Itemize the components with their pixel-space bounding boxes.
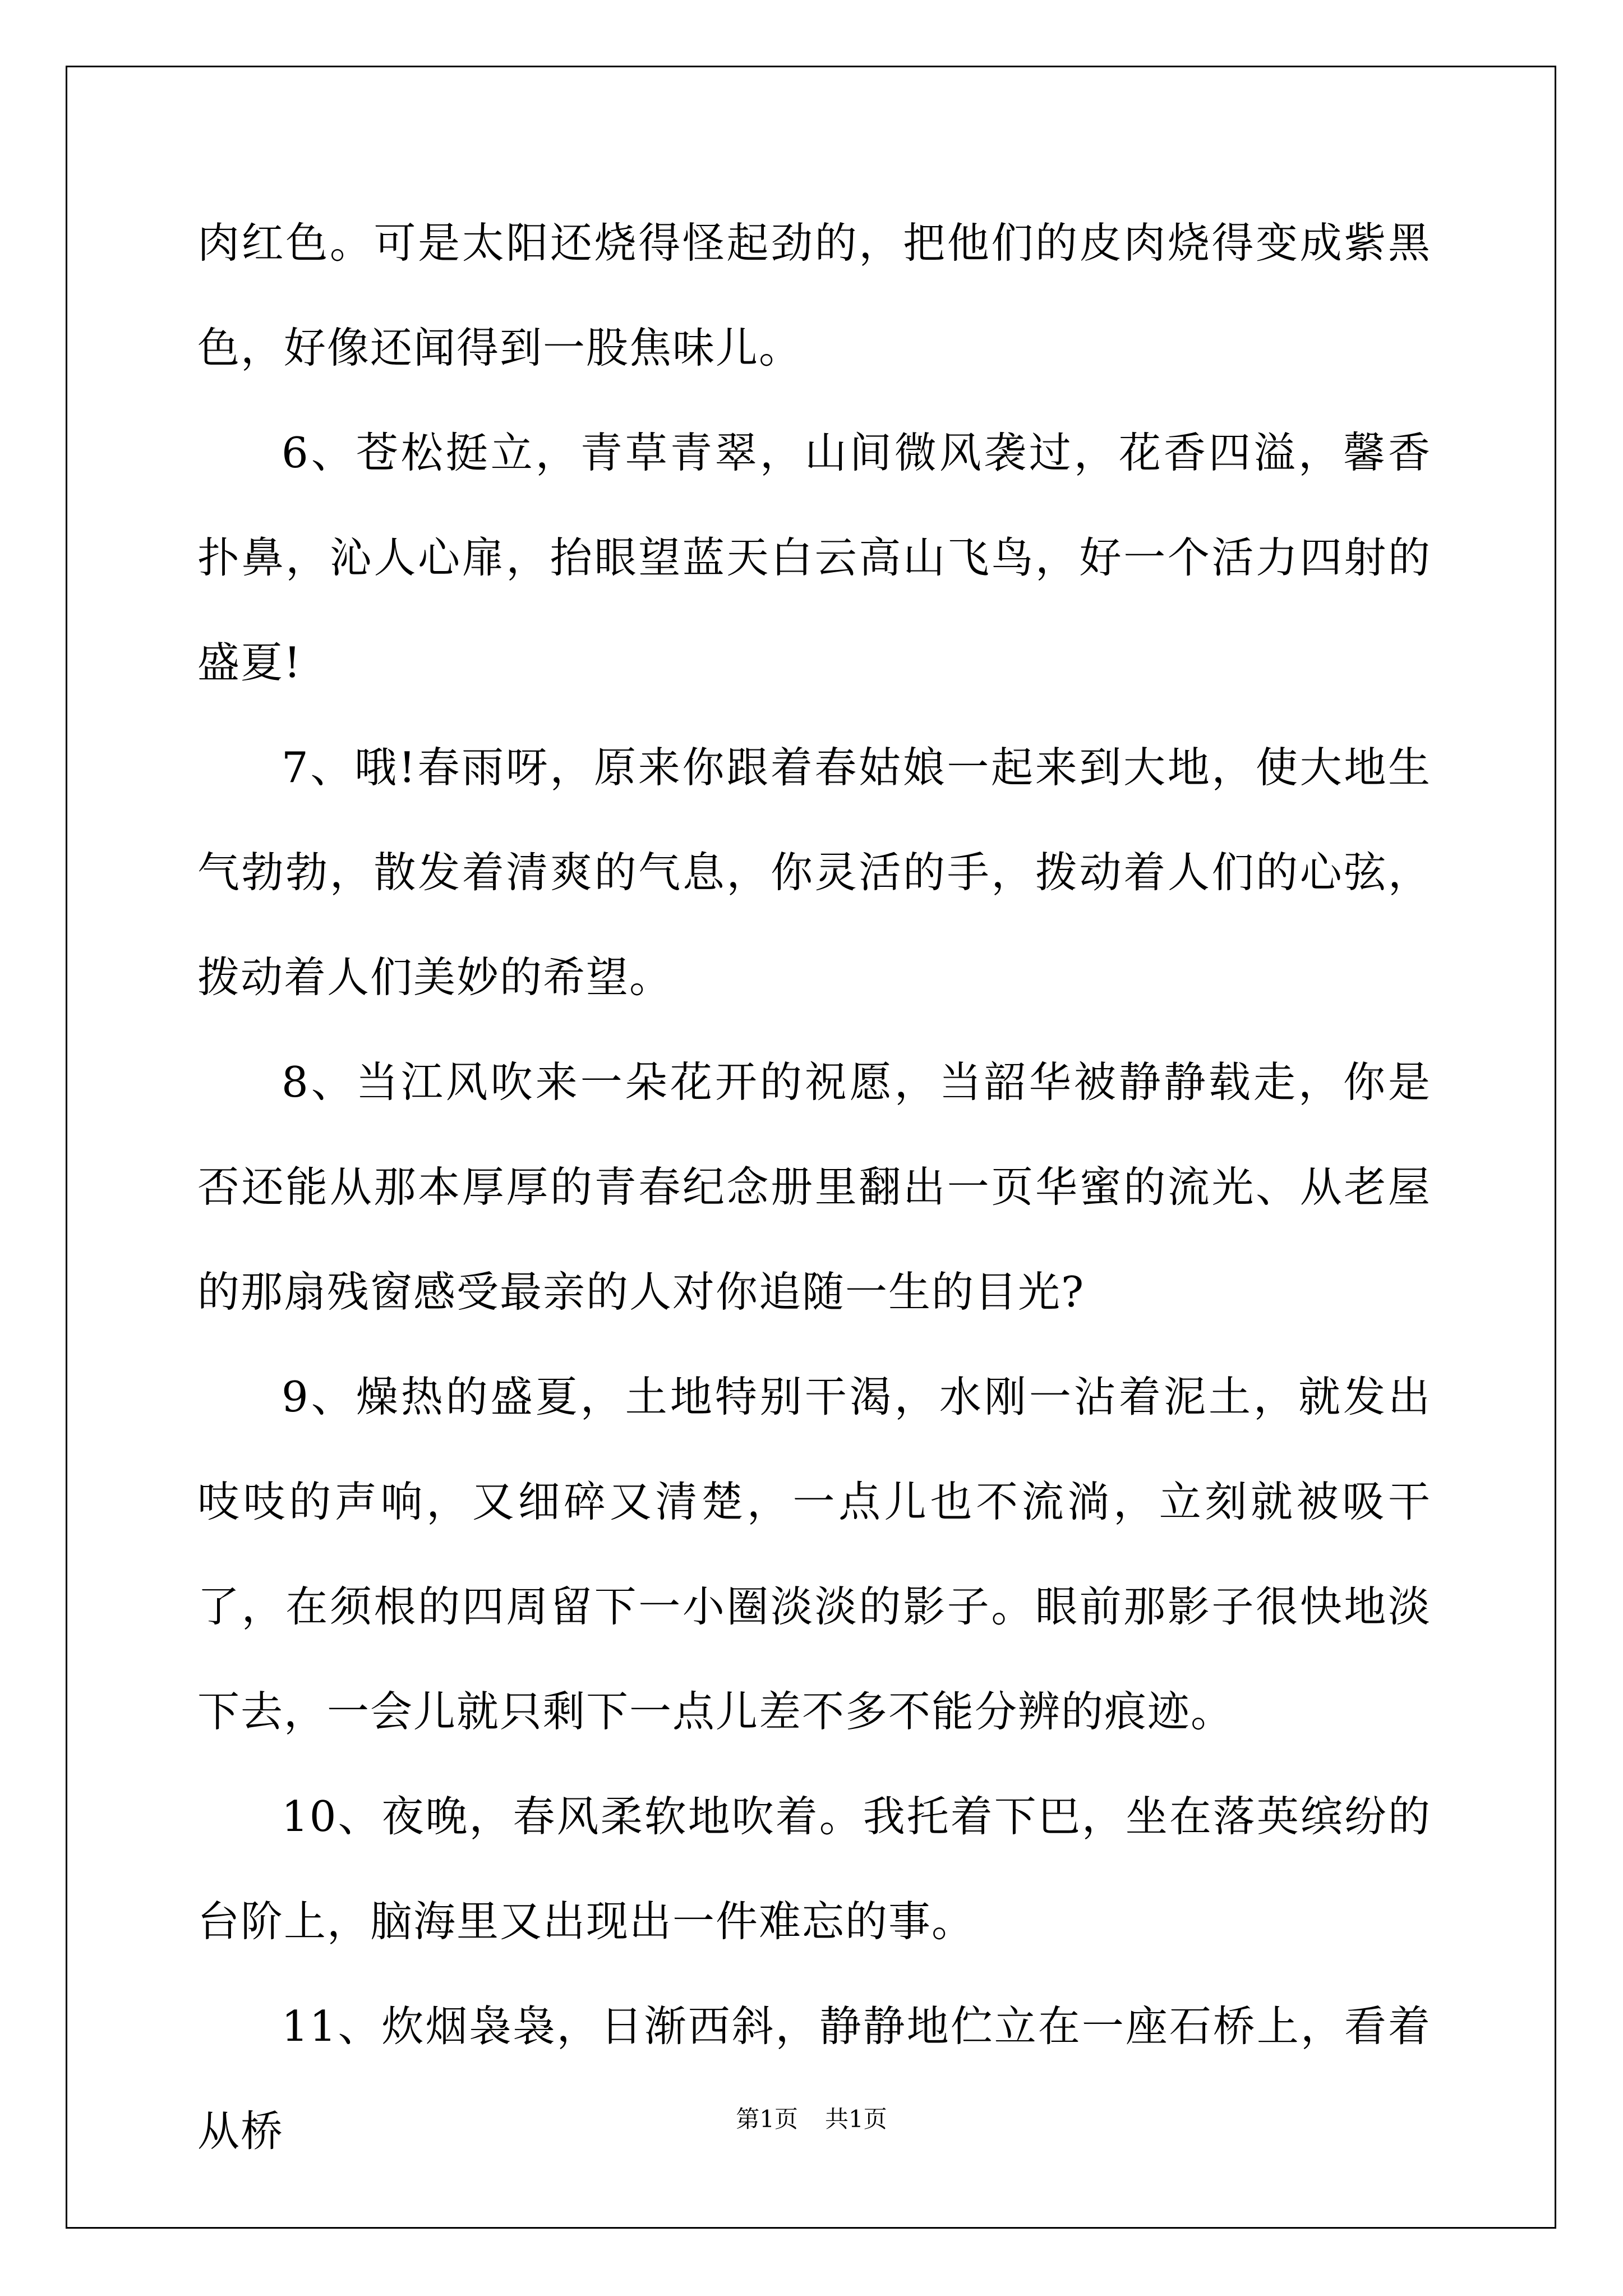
- page-total: 共1页: [825, 2105, 887, 2133]
- paragraph-8: 8、当江风吹来一朵花开的祝愿，当韶华被静静载走，你是否还能从那本厚厚的青春纪念册里翻出一页华蜜的流光、从老屋的那扇残窗感受最亲的人对你追随一生的目光?: [197, 1057, 1431, 1317]
- document-body: [197, 191, 1431, 2184]
- paragraph-9: 9、燥热的盛夏，土地特别干渴，水刚一沾着泥土，就发出吱吱的声响，又细碎又清楚，一点儿也不流淌，立刻就被吸干了，在须根的四周留下一小圈淡淡的影子。眼前那影子很快地淡下去，一会儿就只剩下一点儿差不多不能分辨的痕迹。: [197, 1372, 1431, 1736]
- paragraph-11: 11、炊烟袅袅，日渐西斜，静静地伫立在一座石桥上，看着从桥: [197, 2001, 1431, 2156]
- page-footer: [0, 2101, 1623, 2134]
- paragraph-7: 7、哦!春雨呀，原来你跟着春姑娘一起来到大地，使大地生气勃勃，散发着清爽的气息，你灵活的手，拨动着人们的心弦，拨动着人们美妙的希望。: [197, 743, 1431, 1002]
- page-number: 第1页: [736, 2105, 798, 2133]
- paragraph-continued: 肉红色。可是太阳还烧得怪起劲的，把他们的皮肉烧得变成紫黑色，好像还闻得到一股焦味儿。: [197, 218, 1431, 372]
- paragraph-6: 6、苍松挺立，青草青翠，山间微风袭过，花香四溢，馨香扑鼻，沁人心扉，抬眼望蓝天白云高山飞鸟，好一个活力四射的盛夏!: [197, 428, 1431, 687]
- paragraph-10: 10、夜晚，春风柔软地吹着。我托着下巴，坐在落英缤纷的台阶上，脑海里又出现出一件难忘的事。: [197, 1792, 1431, 1946]
